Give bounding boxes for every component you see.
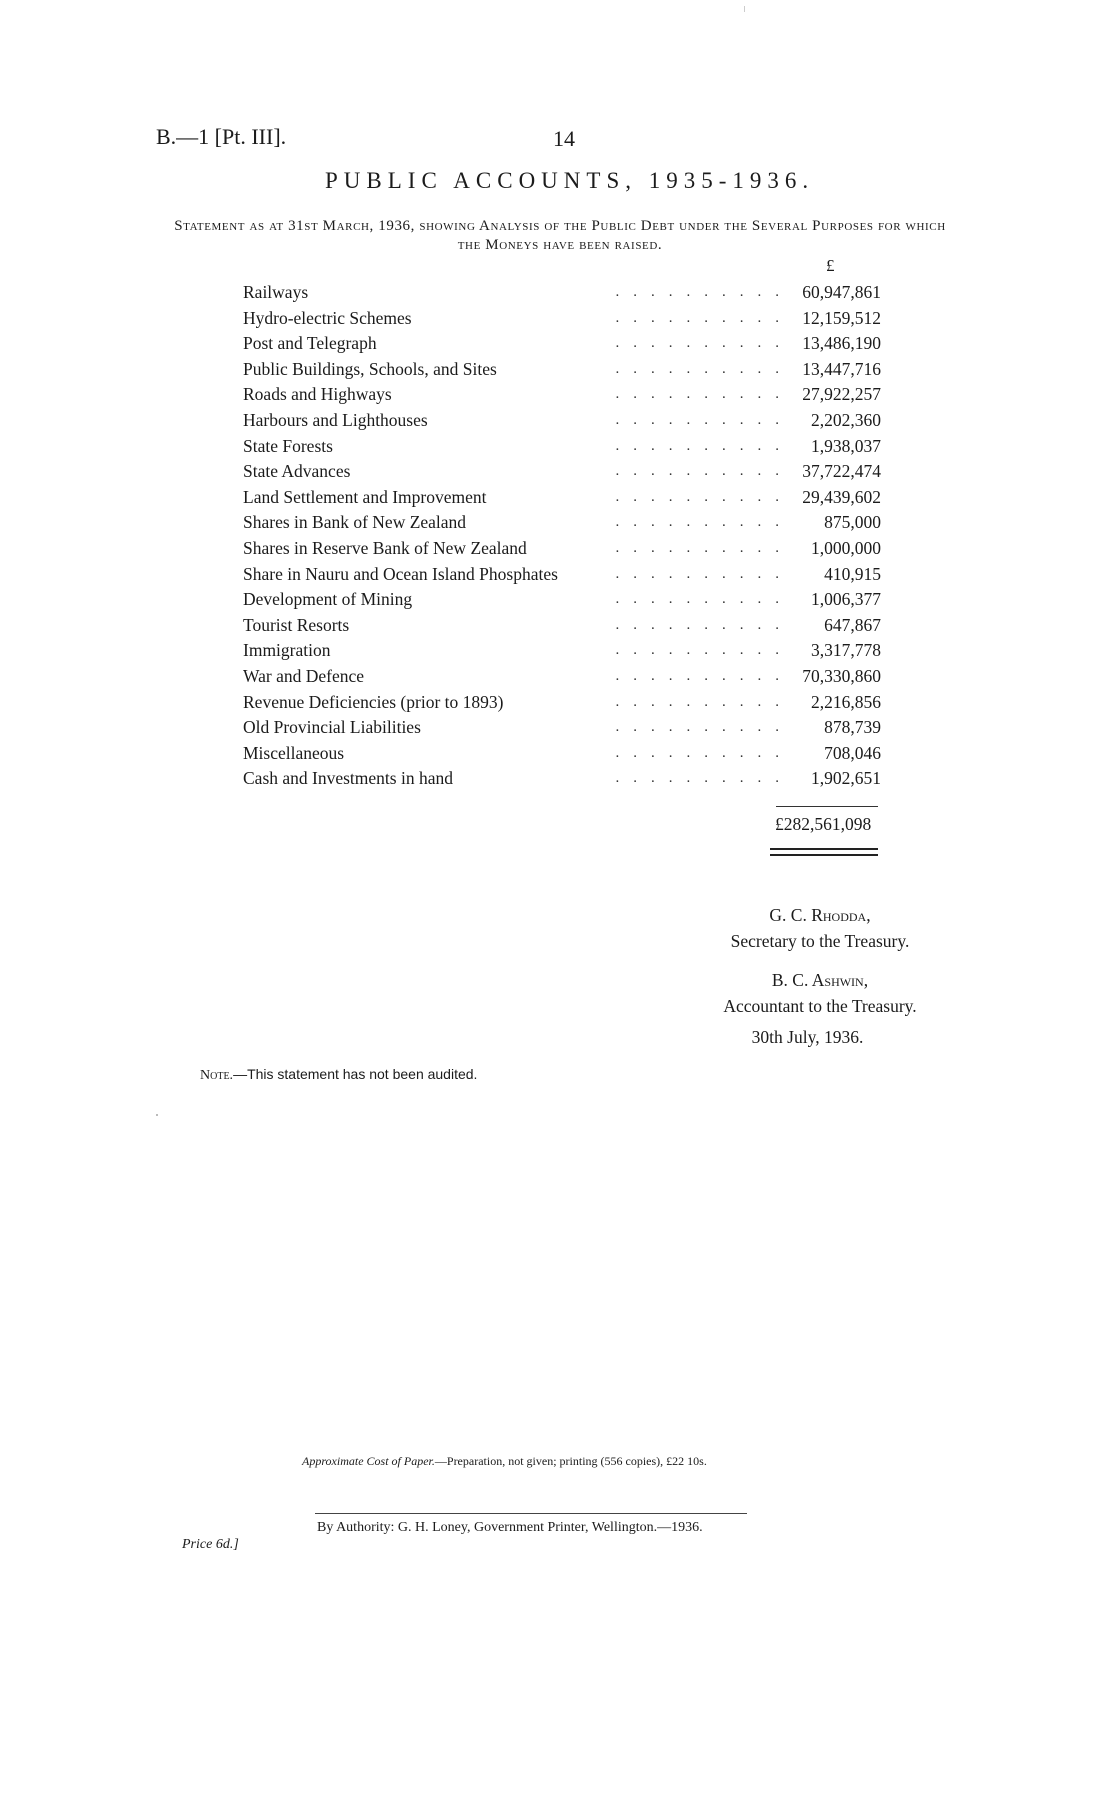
table-row: .......... War and Defence 70,330,860	[243, 664, 893, 690]
cost-label: Approximate Cost of Paper.	[302, 1454, 435, 1468]
table-row: .......... Hydro-electric Schemes 12,159,512	[243, 306, 893, 332]
row-label: Public Buildings, Schools, and Sites	[243, 357, 501, 383]
accountant-name: B. C. Ashwin,	[771, 970, 869, 990]
row-value: 13,486,190	[802, 333, 881, 354]
row-label: Land Settlement and Improvement	[243, 485, 490, 511]
table-row: .......... Tourist Resorts 647,867	[243, 613, 893, 639]
row-label: Miscellaneous	[243, 741, 348, 767]
table-row: .......... Shares in Bank of New Zealand 875,000	[243, 510, 893, 536]
row-label: Post and Telegraph	[243, 331, 381, 357]
row-label: Hydro-electric Schemes	[243, 306, 416, 332]
printer-authority: By Authority: G. H. Loney, Government Printer, Wellington.—1936.	[317, 1520, 703, 1535]
row-value: 13,447,716	[802, 358, 881, 379]
row-value: 1,006,377	[811, 589, 881, 610]
table-row: .......... Roads and Highways 27,922,257	[243, 382, 893, 408]
row-label: Cash and Investments in hand	[243, 766, 457, 792]
table-row: .......... Harbours and Lighthouses 2,202,360	[243, 408, 893, 434]
table-row: .......... Public Buildings, Schools, and Sites 13,447,716	[243, 357, 893, 383]
row-value: 27,922,257	[802, 384, 881, 405]
row-value: 875,000	[824, 512, 881, 533]
row-label: Harbours and Lighthouses	[243, 408, 432, 434]
row-label: Roads and Highways	[243, 382, 396, 408]
row-value: 1,902,651	[811, 768, 881, 789]
row-value: 70,330,860	[802, 665, 881, 686]
table-row: .......... Shares in Reserve Bank of New Zealand 1,000,000	[243, 536, 893, 562]
row-label: War and Defence	[243, 664, 368, 690]
table-row: .......... Development of Mining 1,006,377	[243, 587, 893, 613]
note-text: —This statement has not been audited.	[233, 1066, 478, 1082]
double-rule	[770, 848, 878, 850]
table-row: .......... Revenue Deficiencies (prior to 1893) 2,216,856	[243, 690, 893, 716]
row-value: 37,722,474	[802, 461, 881, 482]
row-label: Revenue Deficiencies (prior to 1893)	[243, 690, 507, 716]
table-row: .......... Post and Telegraph 13,486,190	[243, 331, 893, 357]
currency-header: £	[826, 256, 835, 275]
note-prefix: Note.	[200, 1068, 234, 1083]
table-row: .......... State Advances 37,722,474	[243, 459, 893, 485]
total-rule	[776, 806, 878, 807]
row-label: State Forests	[243, 434, 337, 460]
row-value: 1,938,037	[811, 435, 881, 456]
row-value: 410,915	[824, 563, 881, 584]
secretary-name: G. C. Rhodda,	[769, 905, 871, 925]
row-label: Share in Nauru and Ocean Island Phosphates	[243, 562, 562, 588]
table-row: .......... Share in Nauru and Ocean Island Phosphates 410,915	[243, 562, 893, 588]
row-value: 12,159,512	[802, 307, 881, 328]
row-label: Old Provincial Liabilities	[243, 715, 425, 741]
row-value: 29,439,602	[802, 486, 881, 507]
accountant-title: Accountant to the Treasury.	[723, 996, 917, 1016]
row-value: 2,216,856	[811, 691, 881, 712]
page-title: PUBLIC ACCOUNTS, 1935-1936.	[325, 168, 815, 193]
double-rule	[770, 854, 878, 856]
table-row: .......... Cash and Investments in hand 1,902,651	[243, 766, 893, 792]
document-reference: B.—1 [Pt. III].	[156, 124, 287, 149]
secretary-title: Secretary to the Treasury.	[730, 931, 910, 951]
row-value: 708,046	[824, 742, 881, 763]
table-row: .......... Immigration 3,317,778	[243, 638, 893, 664]
table-row: .......... State Forests 1,938,037	[243, 434, 893, 460]
statement-date: 30th July, 1936.	[751, 1027, 864, 1047]
row-value: 1,000,000	[811, 537, 881, 558]
debt-table	[243, 280, 893, 792]
row-value: 2,202,360	[811, 409, 881, 430]
page-number: 14	[553, 126, 575, 151]
row-label: Shares in Reserve Bank of New Zealand	[243, 536, 531, 562]
table-row: .......... Miscellaneous 708,046	[243, 741, 893, 767]
price: Price 6d.]	[182, 1537, 239, 1552]
row-value: 3,317,778	[811, 640, 881, 661]
cost-of-paper	[302, 1454, 707, 1469]
grand-total: £282,561,098	[775, 814, 872, 834]
audit-note	[200, 1066, 477, 1084]
footer-rule	[315, 1513, 747, 1514]
row-label: State Advances	[243, 459, 354, 485]
row-label: Development of Mining	[243, 587, 416, 613]
row-label: Tourist Resorts	[243, 613, 353, 639]
scan-mark	[156, 1114, 158, 1116]
scan-mark	[744, 6, 745, 12]
cost-text: —Preparation, not given; printing (556 copies), £22 10s.	[434, 1454, 707, 1468]
row-value: 647,867	[824, 614, 881, 635]
table-row: .......... Land Settlement and Improvement 29,439,602	[243, 485, 893, 511]
row-value: 60,947,861	[802, 282, 881, 302]
statement-caption: Statement as at 31st March, 1936, showing Analysis of the Public Debt under the Several Purposes for which the Moneys have been raised.	[174, 218, 946, 253]
row-label: Railways	[243, 280, 312, 306]
row-label: Immigration	[243, 638, 334, 664]
row-label: Shares in Bank of New Zealand	[243, 510, 470, 536]
table-row: .......... Old Provincial Liabilities 878,739	[243, 715, 893, 741]
row-value: 878,739	[824, 717, 881, 738]
table-row: .......... Railways 60,947,861	[243, 280, 893, 306]
